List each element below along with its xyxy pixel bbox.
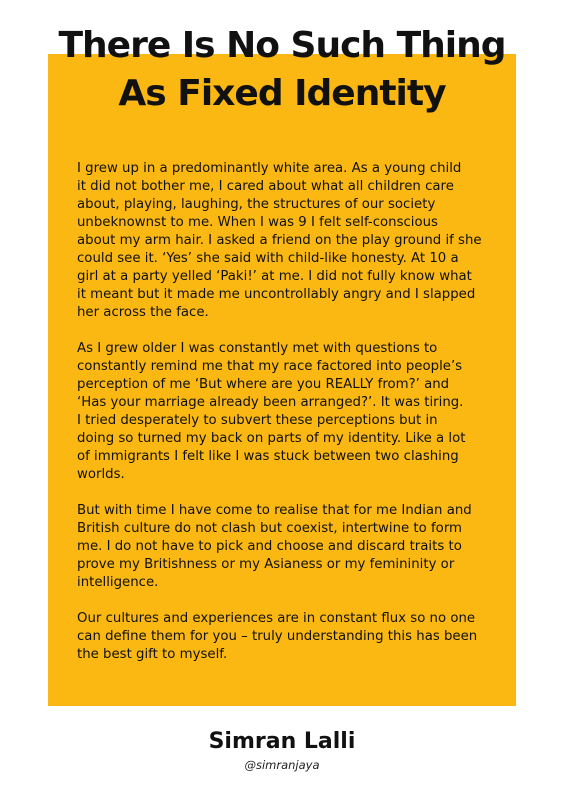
- text-line: doing so turned my back on parts of my identity. Like a lot: [77, 431, 466, 446]
- title-line-2: As Fixed Identity: [118, 73, 446, 114]
- page-title: [0, 22, 564, 118]
- text-line: me. I do not have to pick and choose and discard traits to: [77, 539, 462, 554]
- author-handle: @simranjaya: [244, 758, 320, 772]
- text-line: ‘Has your marriage already been arranged?’. It was tiring.: [77, 395, 464, 410]
- author-name: Simran Lalli: [208, 729, 356, 754]
- paragraph-4: [77, 610, 493, 664]
- text-line: it did not bother me, I cared about what all children care: [77, 179, 454, 194]
- text-line: constantly remind me that my race factored into people’s: [77, 359, 463, 374]
- title-line-1: There Is No Such Thing: [58, 25, 506, 66]
- text-line: the best gift to myself.: [77, 647, 228, 662]
- essay-body: [77, 160, 493, 682]
- text-line: British culture do not clash but coexist, intertwine to form: [77, 521, 463, 536]
- paragraph-3: [77, 502, 493, 592]
- text-line: of immigrants I felt like I was stuck between two clashing: [77, 449, 459, 464]
- text-line: intelligence.: [77, 575, 159, 590]
- text-line: prove my Britishness or my Asianess or my femininity or: [77, 557, 455, 572]
- text-line: perception of me ‘But where are you REALLY from?’ and: [77, 377, 450, 392]
- text-line: girl at a party yelled ‘Paki!’ at me. I did not fully know what: [77, 269, 472, 284]
- text-line: unbeknownst to me. When I was 9 I felt self-conscious: [77, 215, 438, 230]
- text-line: can define them for you – truly understanding this has been: [77, 629, 478, 644]
- text-line: As I grew older I was constantly met with questions to: [77, 341, 438, 356]
- text-line: could see it. ‘Yes’ she said with child-like honesty. At 10 a: [77, 251, 459, 266]
- text-line: Our cultures and experiences are in constant flux so no one: [77, 611, 476, 626]
- text-line: I grew up in a predominantly white area. As a young child: [77, 161, 462, 176]
- text-line: it meant but it made me uncontrollably angry and I slapped: [77, 287, 476, 302]
- text-line: her across the face.: [77, 305, 209, 320]
- text-line: I tried desperately to subvert these perceptions but in: [77, 413, 438, 428]
- paragraph-1: [77, 160, 493, 322]
- paragraph-2: [77, 340, 493, 484]
- text-line: But with time I have come to realise that for me Indian and: [77, 503, 472, 518]
- text-line: worlds.: [77, 467, 125, 482]
- text-line: about, playing, laughing, the structures of our society: [77, 197, 436, 212]
- text-line: about my arm hair. I asked a friend on the play ground if she: [77, 233, 482, 248]
